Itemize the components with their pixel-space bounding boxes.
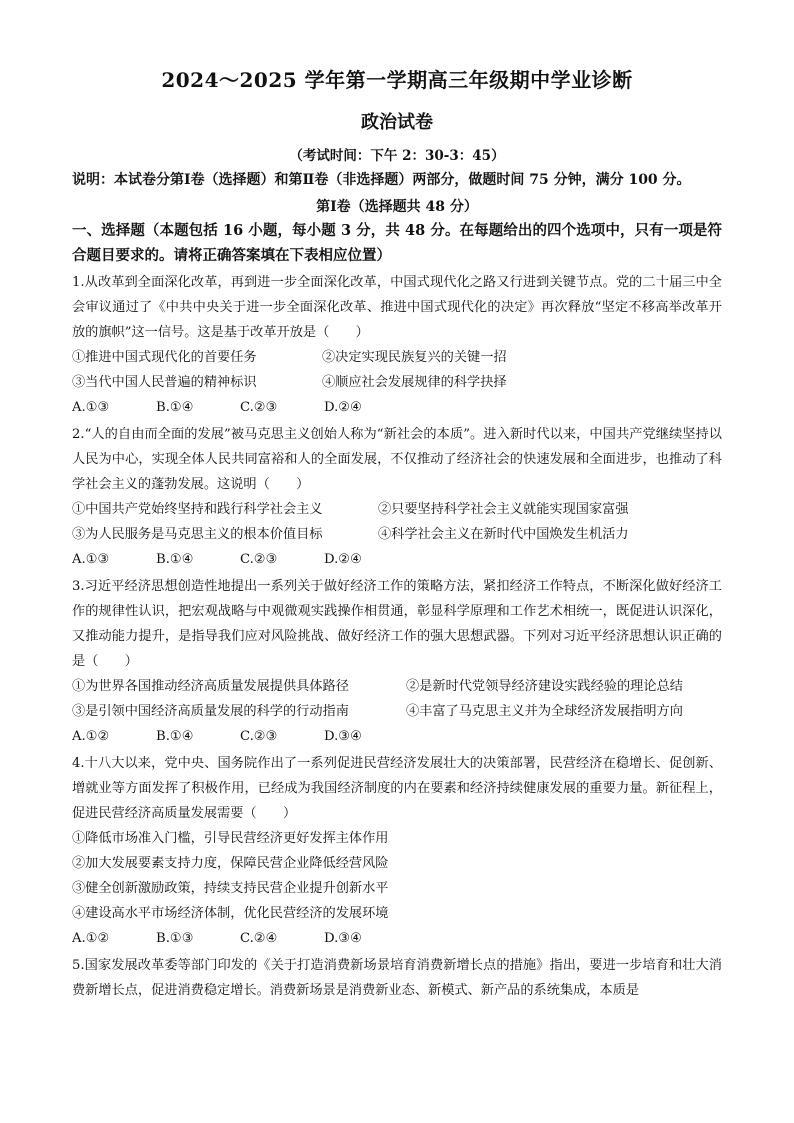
question-2-option-4: ④科学社会主义在新时代中国焕发生机活力 xyxy=(378,527,629,542)
question-2-options-row xyxy=(72,497,722,522)
question-1-option-2: ②决定实现民族复兴的关键一招 xyxy=(322,350,507,365)
question-3-answer-d: D.③④ xyxy=(324,729,362,744)
question-4-option-2: ②加大发展要素支持力度，保障民营企业降低经营风险 xyxy=(72,856,389,871)
exam-instructions: 说明：本试卷分第Ⅰ卷（选择题）和第Ⅱ卷（非选择题）两部分，做题时间 75 分钟，满分 100 分。 xyxy=(72,172,691,188)
question-2-stem: 2.“人的自由而全面的发展”被马克思主义创始人称为“新社会的本质”。进入新时代以来，中国共产党继续坚持以人民为中心，实现全体人民共同富裕和人的全面发展，不仅推动了经济社会的快速发展和全面进步，也推动了科学社会主义的蓬勃发展。这说明（ ） xyxy=(72,427,722,492)
question-2-answer-c: C.②③ xyxy=(240,552,278,567)
question-2-answer-a: A.①③ xyxy=(72,552,110,567)
question-1-options-row xyxy=(72,345,722,370)
question-3-answer-b: B.①④ xyxy=(156,729,194,744)
question-2-option-2: ②只要坚持科学社会主义就能实现国家富强 xyxy=(378,502,629,517)
question-1-stem: 1.从改革到全面深化改革，再到进一步全面深化改革，中国式现代化之路又行进到关键节点。党的二十届三中全会审议通过了《中共中央关于进一步全面深化改革、推进中国式现代化的决定》再次释放“坚定不移高举改革开放的旗帜”这一信号。这是基于改革开放是（ ） xyxy=(72,275,722,340)
question-2-option-3: ③为人民服务是马克思主义的根本价值目标 xyxy=(72,527,323,542)
question-4-option-4: ④建设高水平市场经济体制，优化民营经济的发展环境 xyxy=(72,906,389,921)
question-3-option-4: ④丰富了马克思主义并为全球经济发展指明方向 xyxy=(406,704,683,719)
question-1-option-3: ③当代中国人民普遍的精神标识 xyxy=(72,375,257,390)
question-2-answer-b: B.①④ xyxy=(156,552,194,567)
question-3-option-3: ③是引领中国经济高质量发展的科学的行动指南 xyxy=(72,704,349,719)
question-3-answer-c: C.②③ xyxy=(240,729,278,744)
question-1-answers xyxy=(72,395,722,420)
question-2-options-row xyxy=(72,522,722,547)
question-2-answer-d: D.②④ xyxy=(324,552,362,567)
question-4-stem: 4.十八大以来，党中央、国务院作出了一系列促进民营经济发展壮大的决策部署，民营经济在稳增长、促创新、增就业等方面发挥了积极作用，已经成为我国经济制度的内在要素和经济持续健康发展的重要力量。新征程上，促进民营经济高质量发展需要（ ） xyxy=(72,756,722,821)
section-one-heading: 一、选择题（本题包括 16 小题，每小题 3 分，共 48 分。在每题给出的四个选项中，只有一项是符合题目要求的。请将正确答案填在下表相应位置） xyxy=(72,222,722,264)
subject-title: 政治试卷 xyxy=(361,112,433,133)
question-4-answer-b: B.①③ xyxy=(156,931,194,946)
question-1-answer-a: A.①③ xyxy=(72,400,110,415)
question-3-stem: 3.习近平经济思想创造性地提出一系列关于做好经济工作的策略方法，紧扣经济工作特点，不断深化做好经济工作的规律性认识，把宏观战略与中观微观实践操作相贯通，彰显科学原理和工作艺术相统一，既促进认识深化，又推动能力提升，是指导我们应对风险挑战、做好经济工作的强大思想武器。下列对习近平经济思想认识正确的是（ ） xyxy=(72,579,722,669)
question-3-option-1: ①为世界各国推动经济高质量发展提供具体路径 xyxy=(72,679,349,694)
question-3-answer-a: A.①② xyxy=(72,729,110,744)
exam-time: （考试时间：下午 2：30-3：45） xyxy=(289,148,505,164)
exam-title: 2024～2025 学年第一学期高三年级期中学业诊断 xyxy=(161,68,633,92)
question-4-answer-a: A.①② xyxy=(72,931,110,946)
question-5-stem: 5.国家发展改革委等部门印发的《关于打造消费新场景培育消费新增长点的措施》指出，要进一步培育和壮大消费新增长点，促进消费稳定增长。消费新场景是消费新业态、新模式、新产品的系统集成，本质是 xyxy=(72,958,722,998)
question-1-answer-d: D.②④ xyxy=(324,400,362,415)
question-4-option-1: ①降低市场准入门槛，引导民营经济更好发挥主体作用 xyxy=(72,831,389,846)
exam-page xyxy=(72,66,722,1003)
part-one-title: 第Ⅰ卷（选择题共 48 分） xyxy=(316,199,478,215)
question-3-option-2: ②是新时代党领导经济建设实践经验的理论总结 xyxy=(406,679,683,694)
question-3-options-row xyxy=(72,699,722,724)
question-3-options-row xyxy=(72,674,722,699)
question-1-option-4: ④顺应社会发展规律的科学抉择 xyxy=(322,375,507,390)
question-1-options-row xyxy=(72,370,722,395)
question-4-answer-d: D.③④ xyxy=(324,931,362,946)
question-1-answer-c: C.②③ xyxy=(240,400,278,415)
question-2-option-1: ①中国共产党始终坚持和践行科学社会主义 xyxy=(72,502,323,517)
question-4-option-3: ③健全创新激励政策，持续支持民营企业提升创新水平 xyxy=(72,881,389,896)
question-3-answers xyxy=(72,724,722,749)
question-1-option-1: ①推进中国式现代化的首要任务 xyxy=(72,350,257,365)
question-4-answer-c: C.②④ xyxy=(240,931,278,946)
question-4-answers xyxy=(72,926,722,951)
question-2-answers xyxy=(72,547,722,572)
question-1-answer-b: B.①④ xyxy=(156,400,194,415)
